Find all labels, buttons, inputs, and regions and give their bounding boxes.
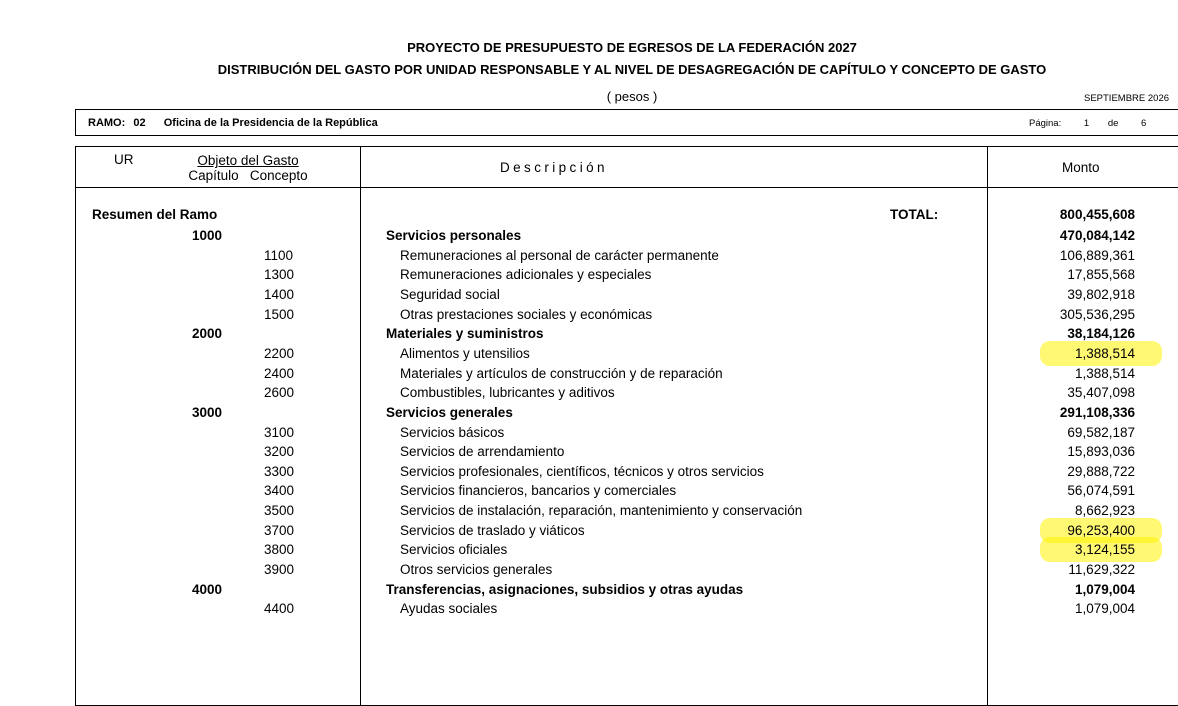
row-descripcion: Servicios de arrendamiento xyxy=(400,444,565,460)
row-concepto: 1500 xyxy=(264,306,295,322)
row-concepto: 3900 xyxy=(264,562,295,578)
row-monto: 291,108,336 xyxy=(1059,404,1135,420)
page-label: Página: xyxy=(1029,118,1062,129)
row-descripcion: Servicios generales xyxy=(386,404,513,420)
pagination xyxy=(1029,118,1146,129)
row-monto: 3,124,155 xyxy=(1074,542,1135,558)
row-descripcion: Servicios de instalación, reparación, mantenimiento y conservación xyxy=(400,503,803,519)
column-divider-2 xyxy=(987,146,988,706)
row-concepto: 3200 xyxy=(264,444,295,460)
row-monto: 17,855,568 xyxy=(1067,267,1135,283)
budget-table xyxy=(75,146,1178,706)
row-descripcion: Seguridad social xyxy=(400,286,500,302)
row-descripcion: Servicios básicos xyxy=(400,424,505,440)
row-descripcion: Remuneraciones al personal de carácter permanente xyxy=(400,247,719,263)
header-descripcion: Descripción xyxy=(500,160,608,175)
row-capitulo: 3000 xyxy=(192,404,223,420)
row-monto: 15,893,036 xyxy=(1067,444,1135,460)
row-concepto: 3100 xyxy=(264,424,295,440)
total-amount: 800,455,608 xyxy=(1059,207,1135,222)
row-concepto: 3700 xyxy=(264,522,295,538)
row-concepto: 2400 xyxy=(264,365,295,381)
row-capitulo: 1000 xyxy=(192,228,223,243)
report-date: SEPTIEMBRE 2026 xyxy=(1084,93,1170,104)
row-concepto: 1400 xyxy=(264,286,295,302)
row-concepto: 3300 xyxy=(264,463,295,479)
header-capitulo-concepto: Capítulo Concepto xyxy=(188,168,308,183)
page-of: de xyxy=(1107,118,1119,129)
ramo-line xyxy=(88,117,378,129)
row-monto: 29,888,722 xyxy=(1067,463,1135,479)
row-monto: 96,253,400 xyxy=(1067,522,1135,538)
header-objeto-label: Objeto del Gasto xyxy=(197,153,299,168)
row-monto: 8,662,923 xyxy=(1074,503,1135,519)
row-descripcion: Combustibles, lubricantes y aditivos xyxy=(400,385,615,401)
row-monto: 1,079,004 xyxy=(1074,601,1135,617)
row-descripcion: Servicios financieros, bancarios y comerciales xyxy=(400,483,677,499)
total-label: TOTAL: xyxy=(890,207,939,222)
row-capitulo: 2000 xyxy=(192,326,223,342)
row-concepto: 1100 xyxy=(264,247,294,263)
header-ur: UR xyxy=(114,152,134,167)
row-concepto: 3800 xyxy=(264,542,295,558)
row-monto: 69,582,187 xyxy=(1067,424,1135,440)
row-monto: 470,084,142 xyxy=(1059,228,1135,243)
row-monto: 106,889,361 xyxy=(1059,247,1135,263)
row-concepto: 2200 xyxy=(264,345,295,361)
row-descripcion: Transferencias, asignaciones, subsidios y otras ayudas xyxy=(386,581,744,597)
row-concepto: 1300 xyxy=(264,267,295,283)
page-number: 1 xyxy=(1083,118,1090,129)
row-concepto: 3400 xyxy=(264,483,295,499)
row-monto: 1,388,514 xyxy=(1074,365,1135,381)
row-monto: 35,407,098 xyxy=(1067,385,1135,401)
row-descripcion: Materiales y artículos de construcción y de reparación xyxy=(400,365,723,381)
row-monto: 1,079,004 xyxy=(1074,581,1135,597)
row-descripcion: Remuneraciones adicionales y especiales xyxy=(400,267,652,283)
header-monto: Monto xyxy=(1062,160,1100,175)
page-total: 6 xyxy=(1141,118,1147,129)
row-descripcion: Materiales y suministros xyxy=(386,326,544,342)
report-subtitle: DISTRIBUCIÓN DEL GASTO POR UNIDAD RESPONSABLE Y AL NIVEL DE DESAGREGACIÓN DE CAPÍTULO Y CONCEPTO DE GASTO xyxy=(217,62,1047,77)
row-monto: 305,536,295 xyxy=(1059,306,1135,322)
row-descripcion: Servicios de traslado y viáticos xyxy=(400,522,585,538)
row-descripcion: Alimentos y utensilios xyxy=(400,345,530,361)
row-concepto: 3500 xyxy=(264,503,295,519)
row-descripcion: Servicios oficiales xyxy=(400,542,508,558)
row-concepto: 4400 xyxy=(264,601,295,617)
row-monto: 1,388,514 xyxy=(1074,345,1135,361)
column-divider-1 xyxy=(360,146,361,706)
row-descripcion: Otros servicios generales xyxy=(400,562,553,578)
row-monto: 56,074,591 xyxy=(1067,483,1135,499)
row-monto: 38,184,126 xyxy=(1067,326,1135,342)
ramo-number: 02 xyxy=(133,117,146,129)
row-capitulo: 4000 xyxy=(192,581,223,597)
row-concepto: 2600 xyxy=(264,385,295,401)
units-label: ( pesos ) xyxy=(606,89,658,104)
row-monto: 11,629,322 xyxy=(1068,562,1135,578)
report-title: PROYECTO DE PRESUPUESTO DE EGRESOS DE LA FEDERACIÓN 2027 xyxy=(407,40,857,55)
row-monto: 39,802,918 xyxy=(1067,286,1135,302)
row-descripcion: Ayudas sociales xyxy=(400,601,498,617)
ramo-name: Oficina de la Presidencia de la República xyxy=(163,117,378,129)
row-descripcion: Otras prestaciones sociales y económicas xyxy=(400,306,653,322)
row-descripcion: Servicios personales xyxy=(386,228,522,243)
table-header-divider xyxy=(75,187,1178,188)
row-descripcion: Servicios profesionales, científicos, técnicos y otros servicios xyxy=(400,463,764,479)
ramo-label: RAMO: xyxy=(88,117,126,129)
summary-label: Resumen del Ramo xyxy=(92,207,218,222)
header-objeto xyxy=(180,153,316,168)
